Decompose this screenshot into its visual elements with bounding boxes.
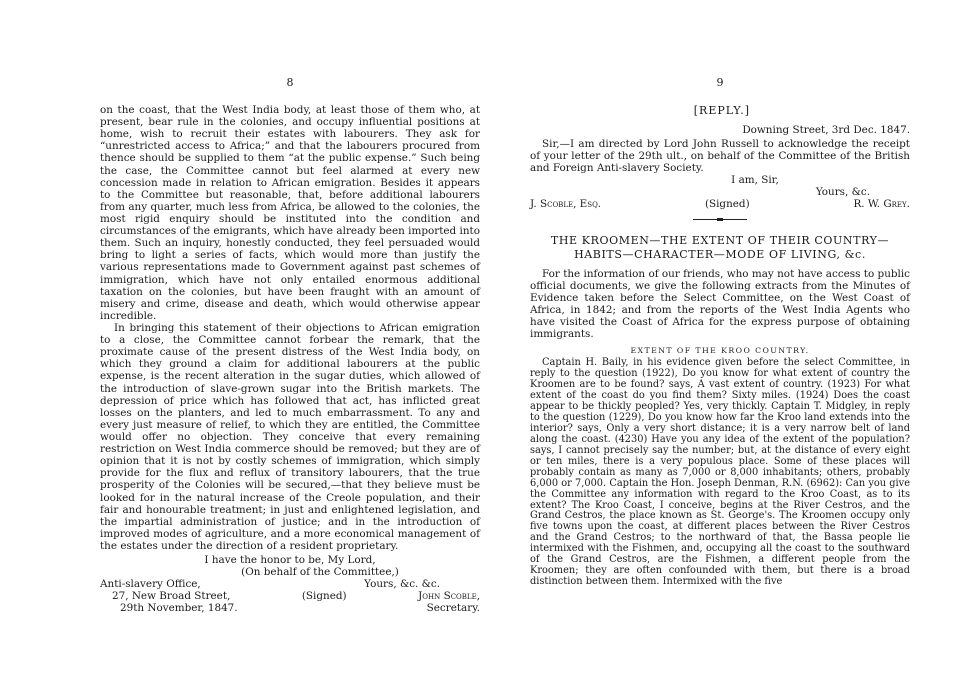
page-number-right: 9: [716, 76, 724, 89]
paragraph: on the coast, that the West India body, at least those of them who, at present, bear rule in the colonies, and occupy influential positions at home, wish to recruit their estates with labourers. They ask for “unrestricted access to Africa;” and that the labourers procured from thence should be supplied to them “at the public expense.” Such being the case, the Committee cannot but feel alarmed at every new concession made in relation to African emigration. Besides it appears to the Committee but reasonable, that, before additional labourers from any quarter, much less from Africa, be allowed to the colonies, the most rigid enquiry should be instituted into the condition and circumstances of the emigrants, which have already been imported into them. Such an inquiry, honestly conducted, they feel persuaded would bring to light a series of facts, which would more than justify the various representations made to Government against past schemes of immigration, which have not only entailed enormous additional taxation on the colonies, but have been fraught with an amount of misery and crime, disease and death, which would otherwise appear incredible.: [100, 104, 480, 322]
signature-row-3: [100, 602, 480, 614]
salutation: I am, Sir,: [731, 174, 779, 187]
signature-row-2: [100, 590, 480, 602]
reply-yours: Yours, &c.: [815, 186, 870, 199]
left-body: [100, 104, 480, 615]
reply-signature-row: [530, 198, 910, 210]
on-behalf-line: (On behalf of the Committee,): [241, 566, 399, 579]
office-label: Anti-slavery Office,: [100, 578, 201, 591]
section-title-line-2: HABITS—CHARACTER—MODE OF LIVING, &c.: [574, 247, 866, 261]
reply-heading: [530, 104, 910, 117]
signed-label: (Signed): [301, 590, 347, 603]
paragraph: In bringing this statement of their objections to African emigration to a close, the Committee cannot forbear the remark, that the proximate cause of the present distress of the West India body, on which they ground a claim for additional labourers at the public expense, is the recent alteration in the sugar duties, which allowed of the introduction of slave-grown sugar into the British markets. The depression of price which has followed that act, has inflicted great losses on the planters, and led to much embarrassment. To any and every just measure of relief, to which they are entitled, the Committee would offer no objection. They conceive that every remaining restriction on West India commerce should be removed; but they are of opinion that it is not by costly schemes of immigration, which simply provide for the flux and reflux of transitory labourers, that the true prosperity of the Colonies will be secured,—that they believe must be looked for in the natural increase of the Creole population, and their fair and honourable treatment; in just and enlightened legislation, and the impartial administration of justice; and in the introduction of improved modes of agriculture, and a more economical management of the estates under the direction of a resident proprietary.: [100, 321, 480, 552]
closing-line: I have the honor to be, My Lord,: [204, 554, 376, 567]
reply-letter: [530, 124, 910, 210]
dateline: Downing Street, 3rd Dec. 1847.: [742, 124, 910, 136]
reply-heading-text: [REPLY.]: [693, 104, 750, 117]
ornament-rule: [693, 219, 747, 220]
role-label: Secretary.: [426, 602, 480, 615]
intro-paragraph: For the information of our friends, who may not have access to public official documents, we give the following extracts from the Minutes of Evidence taken before the Select Committee, on the West Coast of Africa, in 1842; and from the reports of the West India Agents who have visited the Coast of Africa for the express purpose of obtaining immigrants.: [530, 267, 910, 340]
addressee: J. Scoble, Esq.: [530, 198, 602, 211]
signer-name: John Scoble,: [418, 590, 480, 603]
letter-text: Sir,—I am directed by Lord John Russell to acknowledge the receipt of your letter of the 29th ult., on behalf of the Committee of the British and Foreign Anti-slavery Society.: [530, 138, 910, 175]
yours-label: Yours, &c. &c.: [364, 578, 440, 591]
section-kroomen: [530, 234, 910, 588]
subheading: EXTENT OF THE KROO COUNTRY.: [630, 345, 810, 355]
section-title-line-1: THE KROOMEN—THE EXTENT OF THEIR COUNTRY—: [550, 234, 890, 247]
date-label: 29th November, 1847.: [120, 602, 238, 615]
page-number-left: 8: [286, 76, 294, 89]
reply-signer: R. W. Grey.: [853, 198, 910, 211]
extract-paragraph: Captain H. Baily, in his evidence given before the select Committee, in reply to the question (1922), Do you know for what extent of country the Kroomen are to be found? says, A vast extent of country. (1923) For what extent of the coast do you find them? Sixty miles. (1924) Does the coast appear to be thickly peopled? Yes, very thickly. Captain T. Midgley, in reply to the question (1229), Do you know how far the Kroo land extends into the interior? says, Only a very short distance; it is a very narrow belt of land along the coast. (4230) Have you any idea of the extent of the population? says, I cannot precisely say the number; but, at the distance of every eight or ten miles, there is a very populous place. Some of these places will probably contain as many as 7,000 or 8,000 inhabitants; others, probably 6,000 or 7,000. Captain the Hon. Joseph Denman, R.N. (6962): Can you give the Committee any information with regard to the Kroo Coast, as to its extent? The Kroo Coast, I conceive, begins at the River Cestros, and the Grand Cestros, the place known as St. George's. The Kroomen occupy only five towns upon the coast, at different places between the River Cestros and the Grand Cestros; to the northward of that, the Bassa people lie intermixed with the Fishmen, and, occupying all the coast to the southward of the Grand Cestros, are the Fishmen, a different people from the Kroomen; they are often confounded with them, but there is a broad distinction between them. Intermixed with the five: [530, 356, 910, 588]
reply-signed: (Signed): [704, 198, 750, 211]
address-label: 27, New Broad Street,: [112, 590, 231, 603]
signature-row-1: [100, 578, 480, 590]
